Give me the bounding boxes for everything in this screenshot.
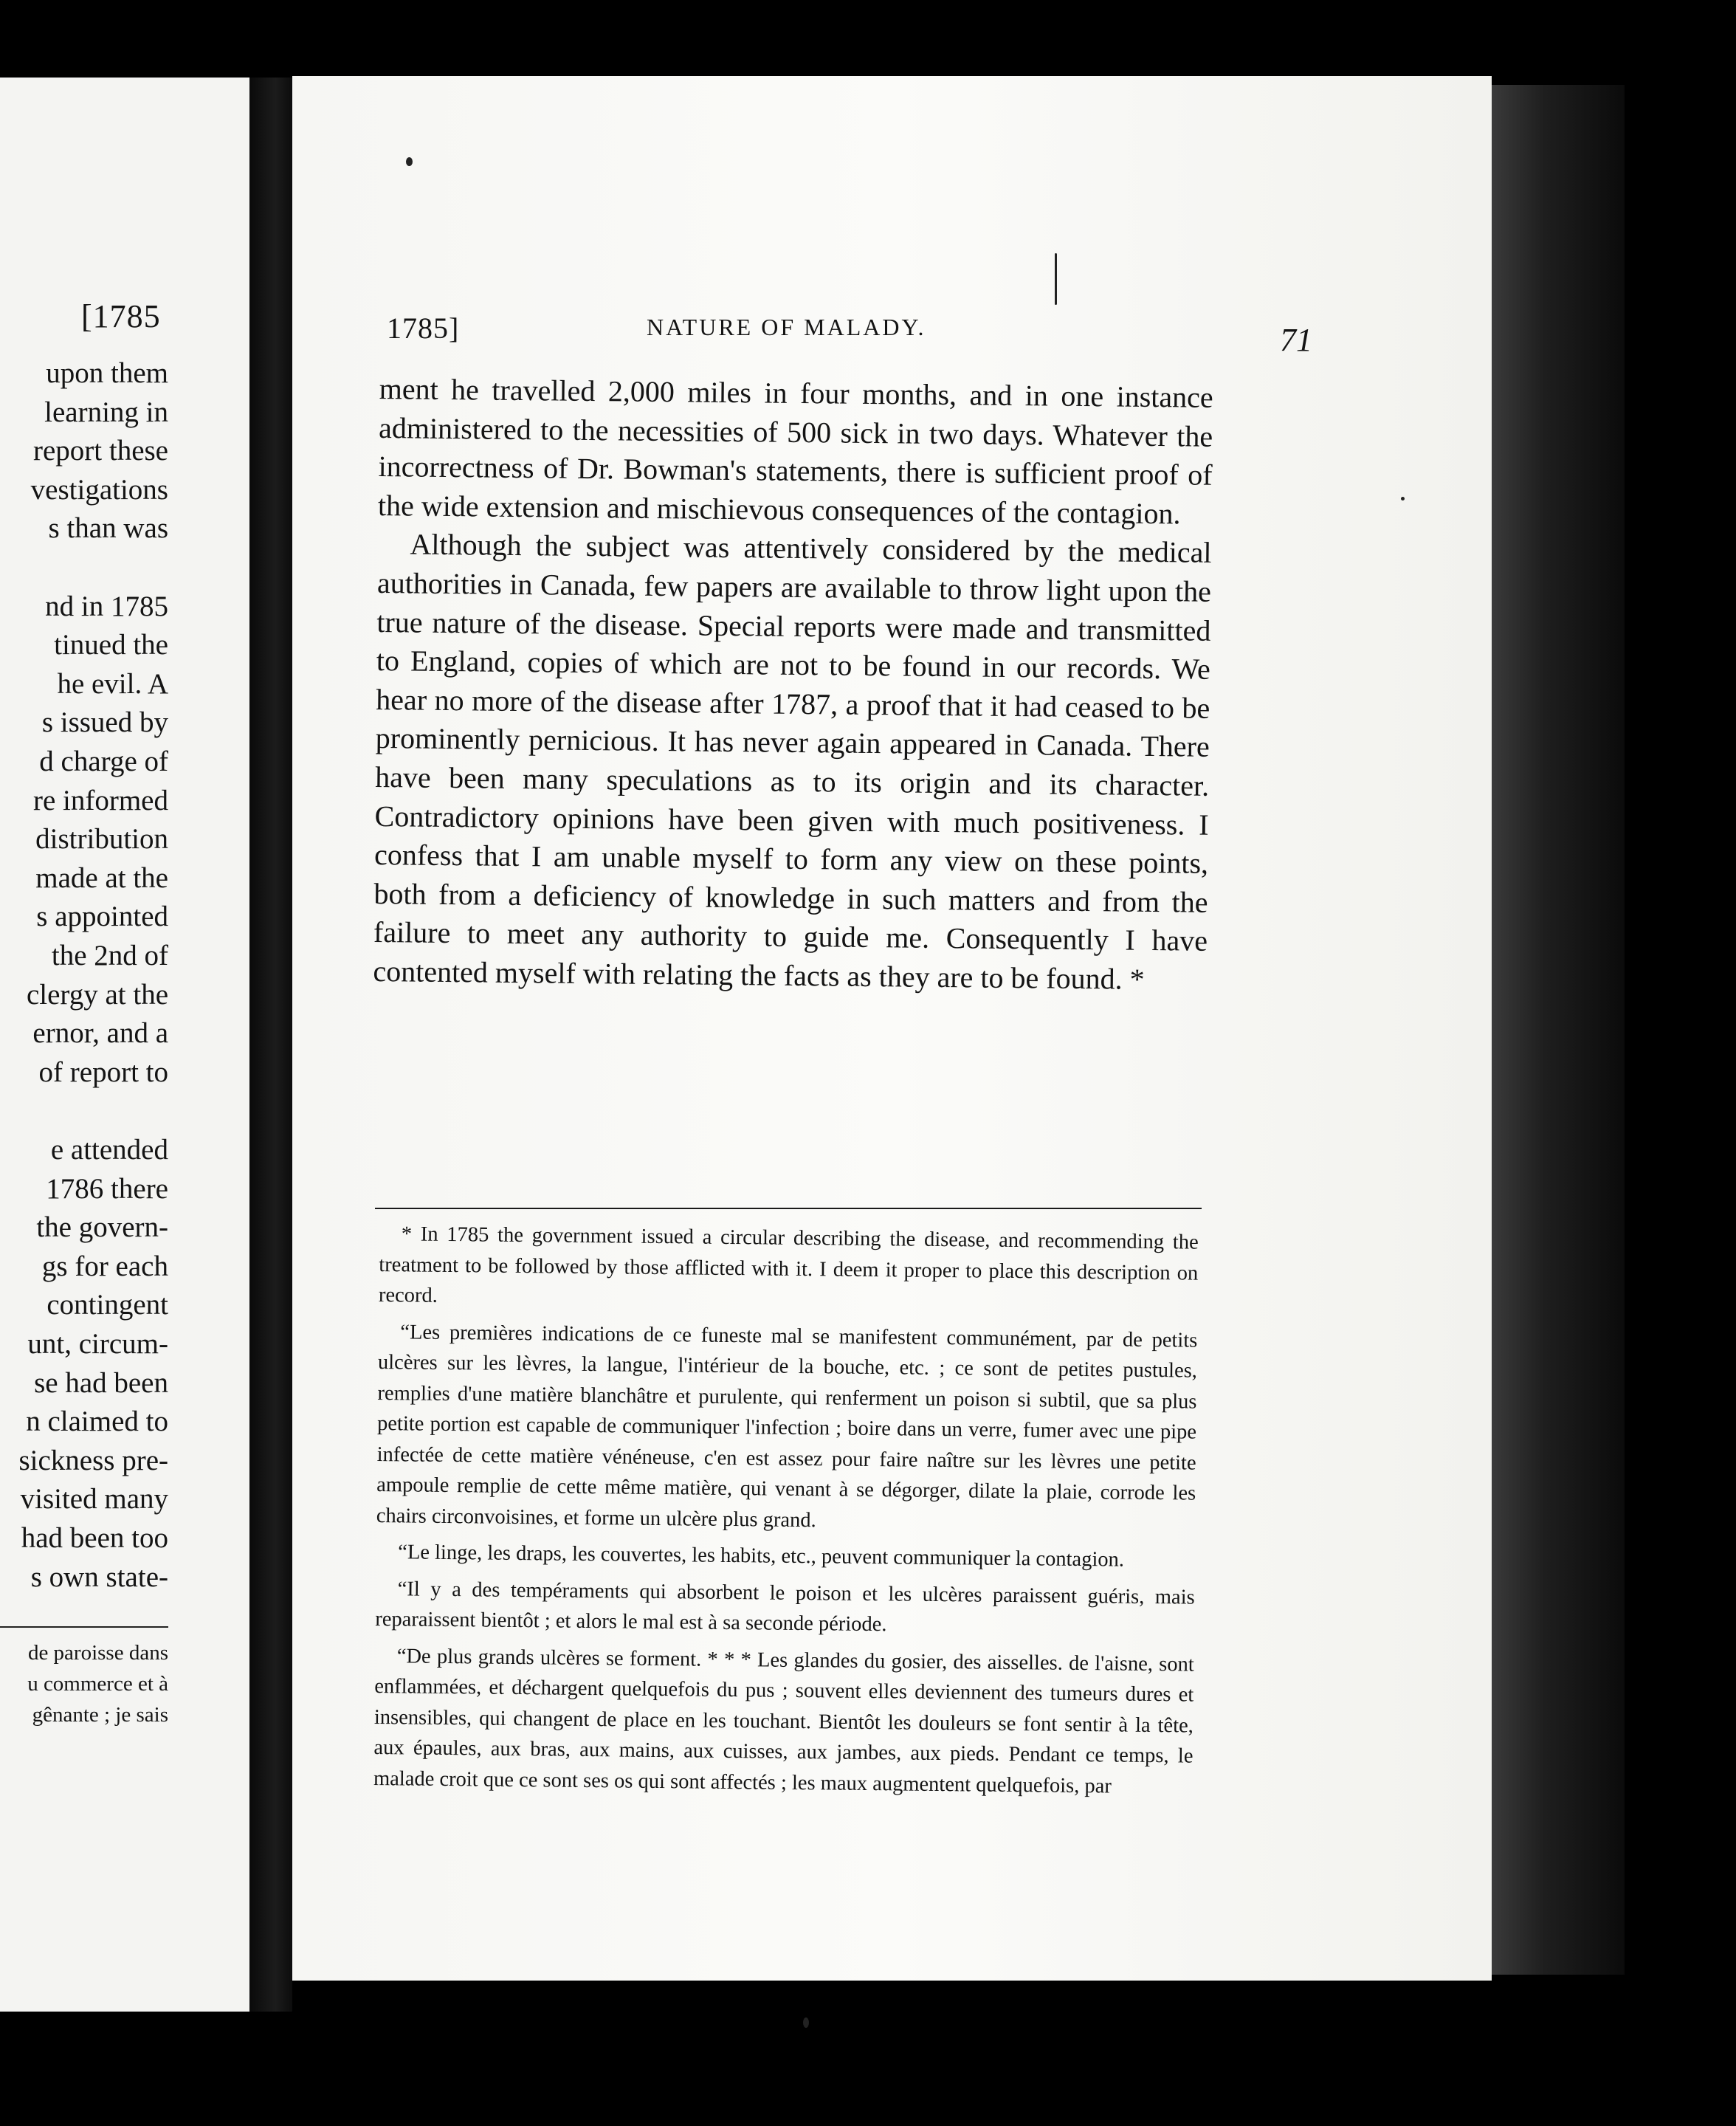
running-head-year: 1785]	[387, 312, 460, 345]
footnote-paragraph: “Il y a des tempéraments qui absorbent le poison et les ulcères paraissent guéris, mais reparaissent bientôt ; et alors le mal est à sa seconde période.	[375, 1577, 1195, 1637]
body-paragraph: Although the subject was attentively considered by the medical authorities in Canada, few papers are available to throw light upon the true nature of the disease. Special reports were made and transmitted to England, copies of which are not to be found in our records. We hear no more of the disease after 1787, a proof that it had ceased to be prominently pernicious. It has never again appeared in Canada. There have been many speculations as to its origin and its character. Contradictory opinions have been given with much positiveness. I confess that I am unable myself to form any view on these points, both from a deficiency of knowledge in such matters and from the failure to meet any authority to guide me. Consequently I have contented myself with relating the facts as they are to be found. *	[373, 527, 1212, 996]
left-page-line: of report to	[38, 1056, 168, 1088]
left-page-line: made at the	[35, 861, 168, 894]
running-head	[387, 311, 1509, 358]
page-71	[292, 76, 1492, 1981]
footnotes	[373, 1219, 1199, 1809]
left-page-header: [1785	[81, 298, 161, 334]
page-edges	[1492, 85, 1625, 1975]
footnote-paragraph: “Le linge, les draps, les couvertes, les habits, etc., peuvent communiquer la contagion.	[398, 1541, 1125, 1572]
left-page-line: sickness pre-	[18, 1444, 168, 1476]
scan-speck	[1401, 497, 1405, 500]
left-page-line: 1786 there	[46, 1172, 168, 1205]
left-footnote-line: u commerce et à	[27, 1672, 168, 1696]
footnote-paragraph: “Les premières indications de ce funeste mal se manifestent communément, par de petits ulcères sur les lèvres, la langue, l'intérieur de la bouche, etc. ; ce sont de petites pustules, remplies d'une matière blanchâtre et purulente, qui renferment un poison si subtil, que sa plus petite portion est capable de communiquer l'infection ; boire dans un verre, fumer avec une pipe infectée de cette matière vénéneuse, c'en est assez pour faire naître sur les lèvres une petite ampoule remplie de cette même matière, qui venant à se dégorger, dilate la plaie, corrode les chairs circonvoisines, et forme un ulcère plus grand.	[376, 1320, 1198, 1532]
left-page-line: s issued by	[41, 706, 168, 739]
left-page-line: had been too	[21, 1522, 168, 1554]
left-page-line: re informed	[32, 784, 168, 816]
left-page-line: nd in 1785	[45, 590, 168, 622]
left-page-line: ernor, and a	[32, 1017, 168, 1050]
left-page-line: unt, circum-	[27, 1328, 168, 1360]
left-page-line: visited many	[20, 1483, 168, 1516]
left-page-line: the govern-	[36, 1211, 168, 1244]
footnote-paragraph: * In 1785 the government issued a circular describing the disease, and recommending the treatment to be followed by those afflicted with it. I deem it proper to place this description on record.	[378, 1222, 1199, 1307]
left-page-line: e attended	[50, 1134, 168, 1166]
left-page-line: upon them	[46, 357, 168, 389]
left-page-line: s than was	[48, 512, 168, 545]
left-page-line: report these	[32, 435, 168, 467]
left-page-line: s appointed	[36, 901, 168, 933]
left-page-line: n claimed to	[26, 1406, 168, 1438]
footnote-rule	[375, 1208, 1202, 1209]
previous-page-fragment	[0, 78, 249, 2012]
left-page-line: vestigations	[30, 473, 168, 506]
body-text	[373, 370, 1213, 1000]
scan-mark	[1055, 253, 1057, 305]
scan-speck	[406, 157, 413, 166]
left-page-line: contingent	[46, 1289, 168, 1321]
left-page-line: d charge of	[39, 746, 168, 777]
body-paragraph: ment he travelled 2,000 miles in four months, and in one instance administered to the necessities of 500 sick in two days. Whatever the incorrectness of Dr. Bowman's statements, there is sufficient proof of the wide extension and mischievous consequences of the contagion.	[377, 371, 1213, 531]
left-page-line: tinued the	[54, 629, 168, 661]
left-footnote-line: gênante ; je sais	[32, 1703, 168, 1727]
left-footnote-line: de paroisse dans	[27, 1641, 168, 1665]
left-page-line: s own state-	[30, 1561, 168, 1593]
left-footnote-rule	[0, 1626, 168, 1628]
footnote-paragraph: “De plus grands ulcères se forment. * * * Les glandes du gosier, des aisselles. de l'aisne, sont enflammées, et déchargent quelquefois du pus ; souvent elles deviennent des tumeurs dures et insensibles, qui changent de place en les touchant. Bientôt les douleurs se font sentir à la tête, aux épaules, aux bras, aux mains, aux cuisses, aux jambes, aux pieds. Pendant ce temps, le malade croit que ce sont ses os qui sont affectés ; les maux augmentent quelquefois, par	[373, 1644, 1194, 1798]
left-page-line: se had been	[34, 1366, 168, 1399]
left-page-line: clergy at the	[26, 978, 168, 1011]
left-page-line: he evil. A	[57, 667, 168, 700]
running-head-title: NATURE OF MALADY.	[647, 314, 926, 340]
page-number: 71	[1280, 322, 1312, 358]
left-page-line: learning in	[44, 396, 168, 428]
left-page-line: gs for each	[41, 1250, 168, 1282]
book-gutter	[249, 78, 292, 2012]
left-page-line: the 2nd of	[51, 940, 168, 971]
scan-speck	[803, 2017, 809, 2028]
left-page-line: distribution	[35, 823, 168, 856]
